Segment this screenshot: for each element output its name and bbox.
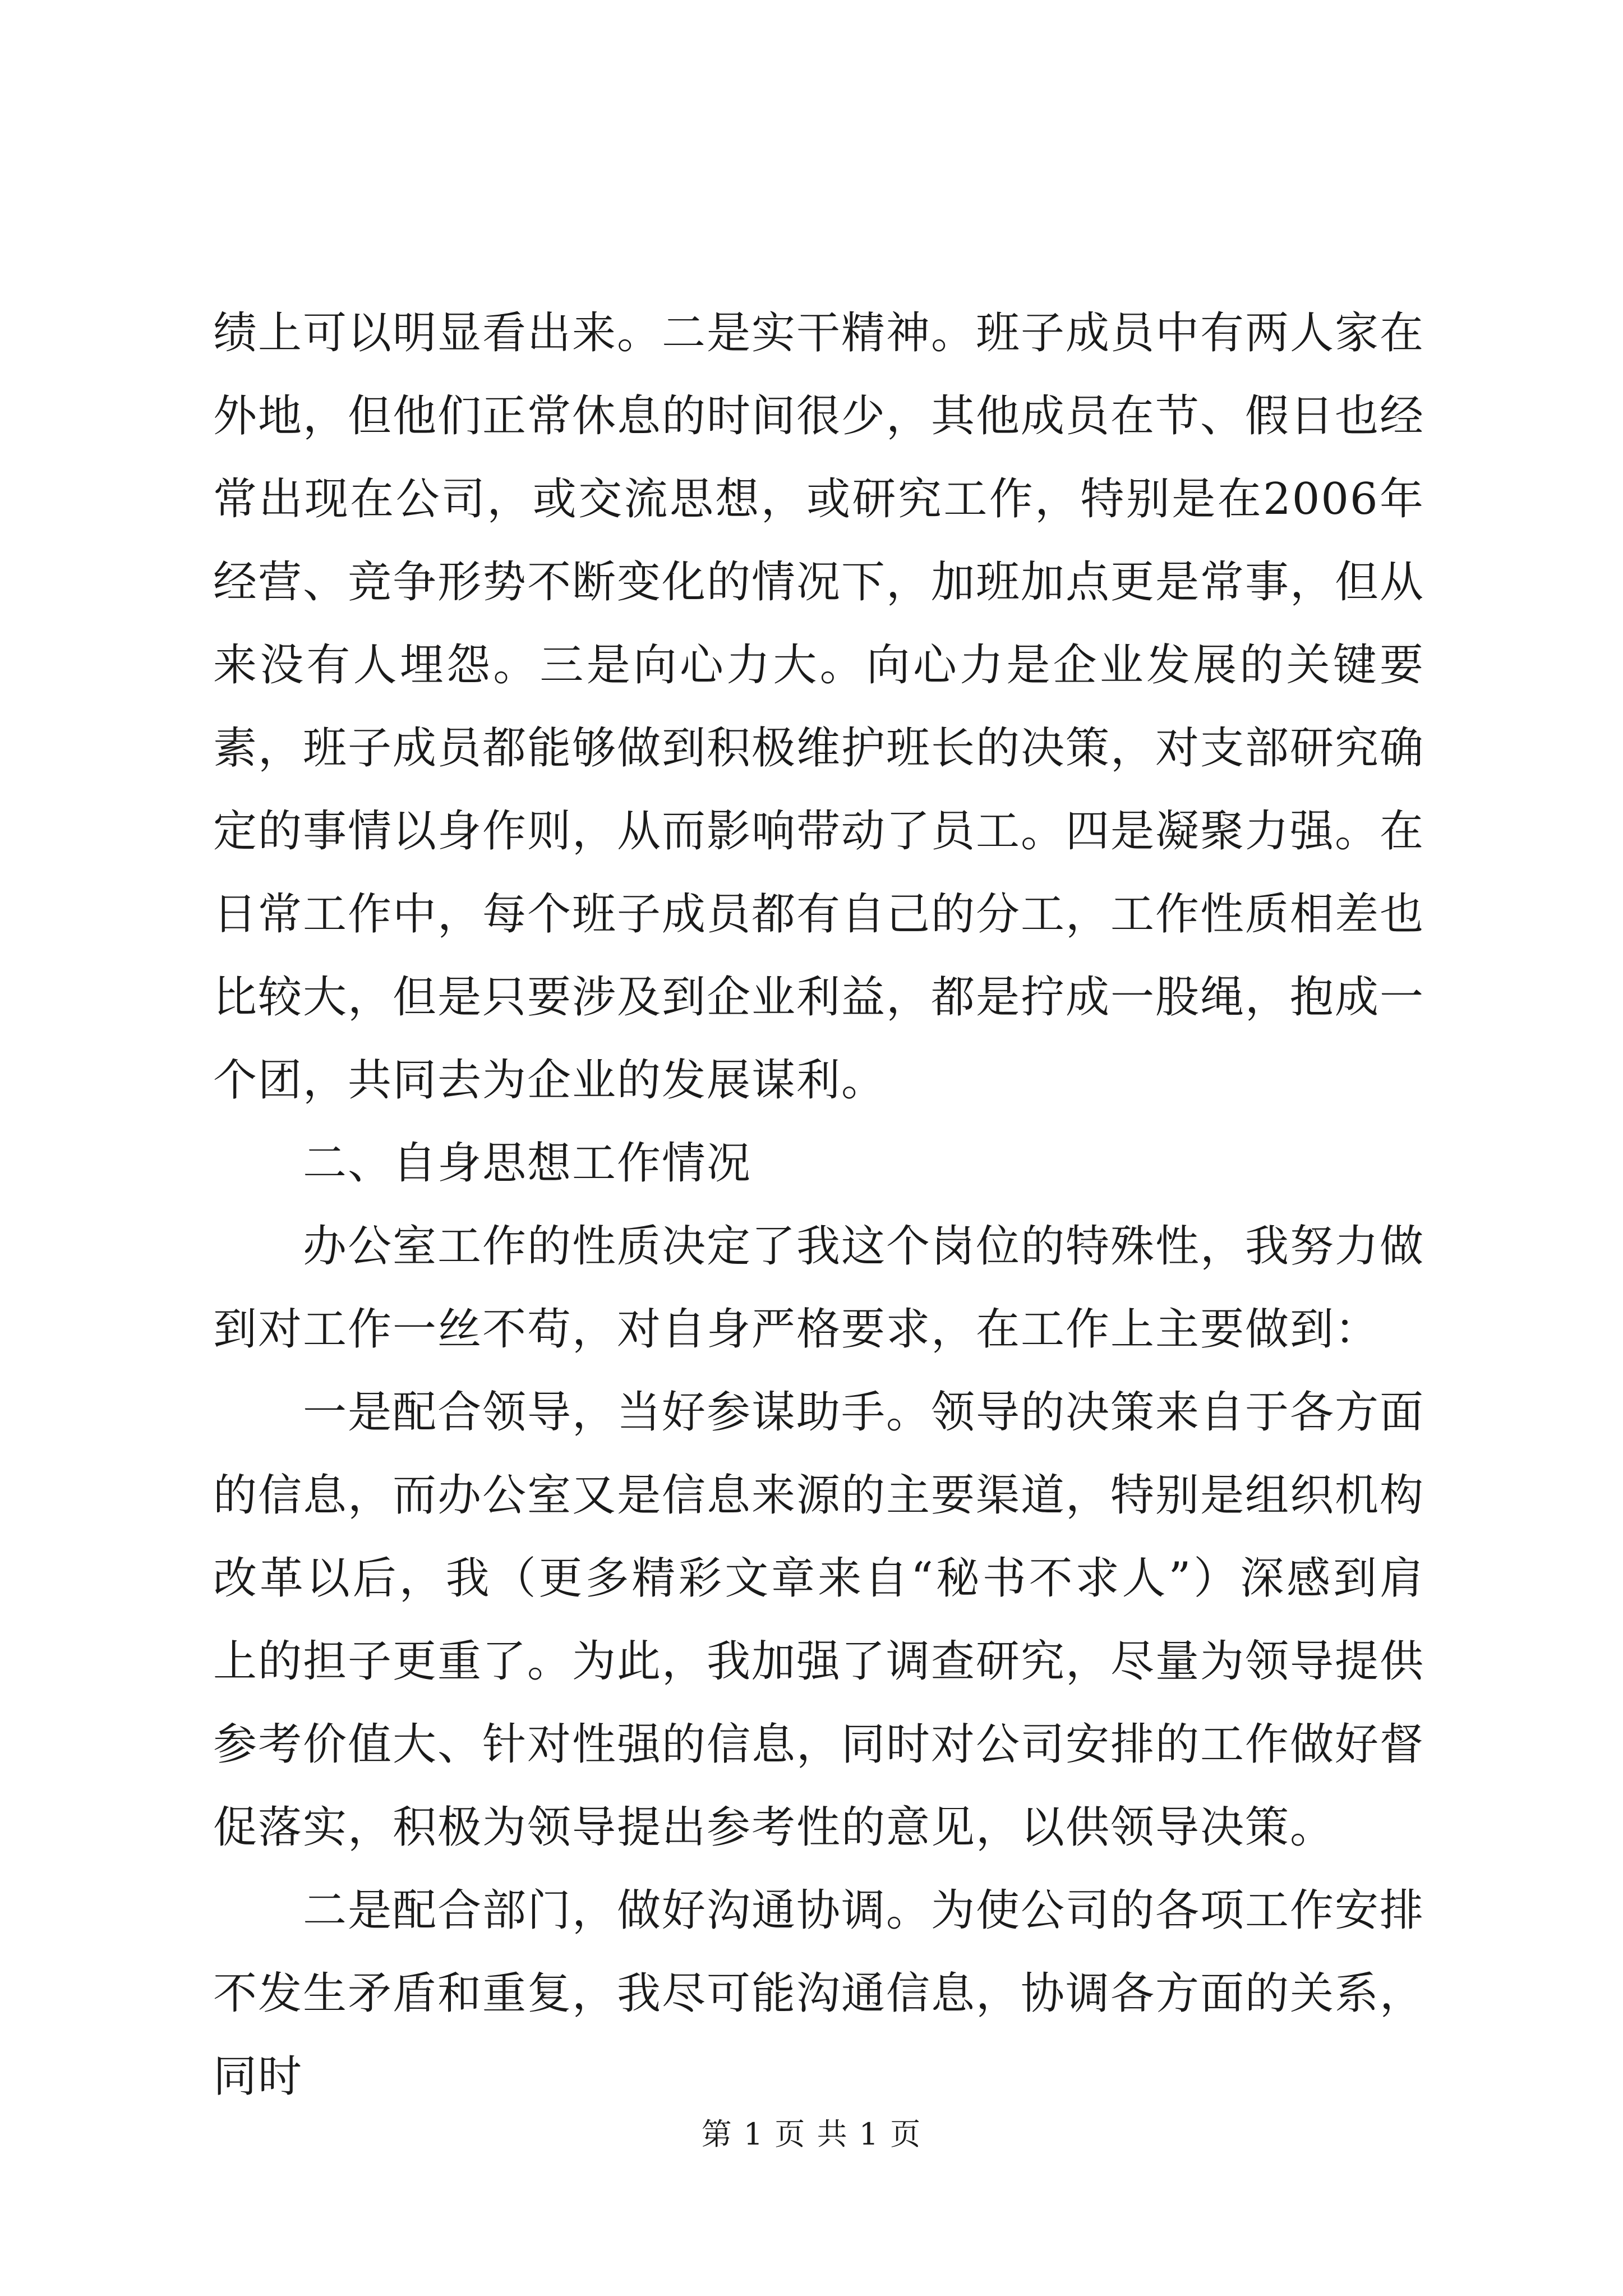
page-footer: 第 1 页 共 1 页 bbox=[701, 2116, 922, 2152]
paragraph-intro: 办公室工作的性质决定了我这个岗位的特殊性，我努力做到对工作一丝不苟，对自身严格要求，在工作上主要做到： bbox=[213, 1221, 1425, 1355]
paragraph-point-one: 一是配合领导，当好参谋助手。领导的决策来自于各方面的信息，而办公室又是信息来源的主要渠道，特别是组织机构改革以后，我（更多精彩文章来自“秘书不求人”）深感到肩上的担子更重了。为此，我加强了调查研究，尽量为领导提供参考价值大、针对性强的信息，同时对公司安排的工作做好督促落实，积极为领导提出参考性的意见，以供领导决策。 bbox=[213, 1387, 1425, 1853]
paragraph-point-two: 二是配合部门，做好沟通协调。为使公司的各项工作安排不发生矛盾和重复，我尽可能沟通信息，协调各方面的关系，同时 bbox=[213, 1885, 1425, 2102]
document-body bbox=[213, 292, 1424, 2118]
paragraph-continuation: 绩上可以明显看出来。二是实干精神。班子成员中有两人家在外地，但他们正常休息的时间很少，其他成员在节、假日也经常出现在公司，或交流思想，或研究工作，特别是在2006年经营、竞争形势不断变化的情况下，加班加点更是常事，但从来没有人埋怨。三是向心力大。向心力是企业发展的关键要素，班子成员都能够做到积极维护班长的决策，对支部研究确定的事情以身作则，从而影响带动了员工。四是凝聚力强。在日常工作中，每个班子成员都有自己的分工，工作性质相差也比较大，但是只要涉及到企业利益，都是拧成一股绳，抱成一个团，共同去为企业的发展谋利。 bbox=[213, 308, 1425, 1106]
section-heading: 二、自身思想工作情况 bbox=[303, 1138, 752, 1189]
